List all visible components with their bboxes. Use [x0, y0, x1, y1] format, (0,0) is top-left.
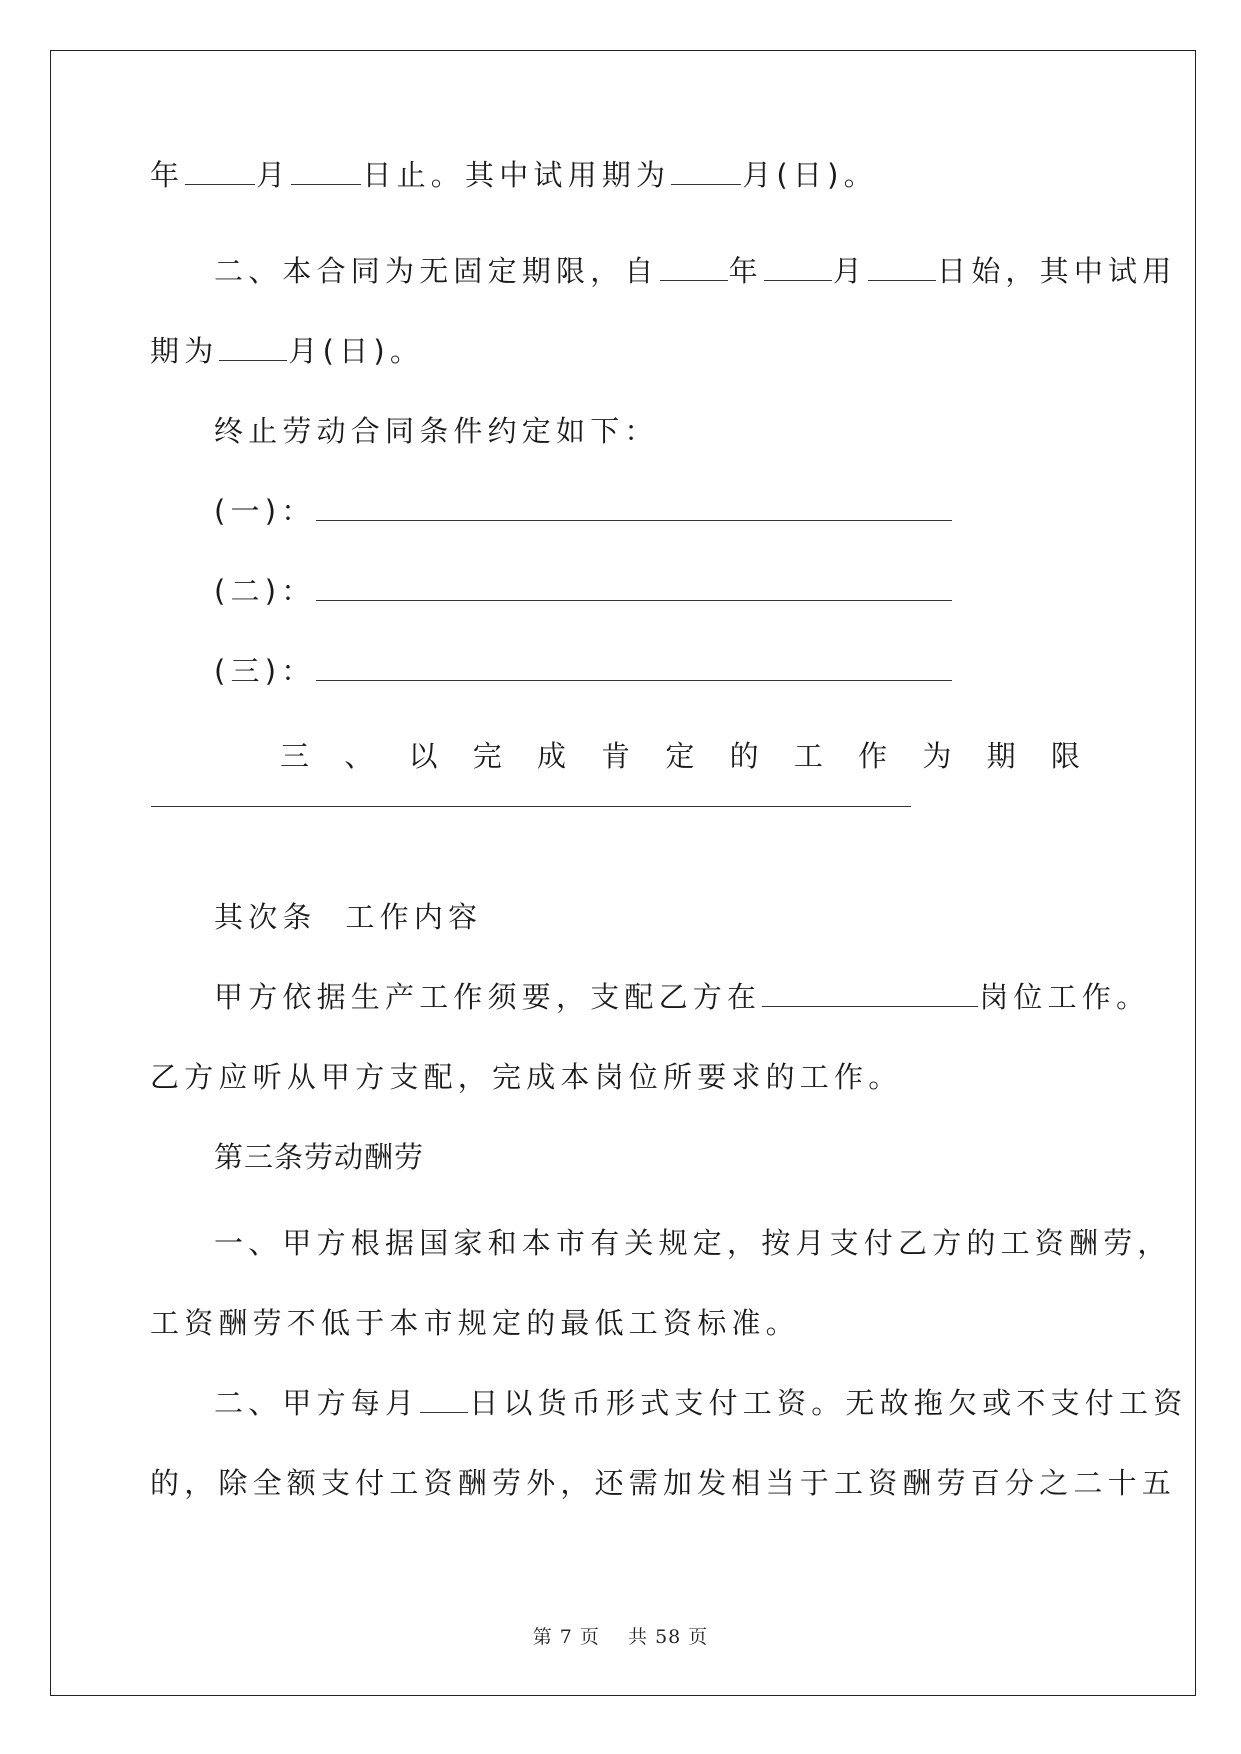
text-segment: 乙方应听从甲方支配，完成本岗位所要求的工作。: [150, 1060, 903, 1094]
text-char: 三: [280, 739, 310, 773]
condition-item-3: [214, 651, 953, 691]
text-char: 成: [536, 739, 566, 773]
blank-field-payday[interactable]: [420, 1388, 468, 1413]
section-heading: [214, 897, 482, 937]
text-segment: 岗位工作。: [979, 980, 1151, 1014]
text-char: 定: [665, 739, 695, 773]
text-segment: 月: [832, 254, 868, 288]
text-segment: 其次条 工作内容: [214, 900, 483, 934]
blank-field-position[interactable]: [762, 982, 978, 1007]
text-segment: 日始，其中试用: [937, 254, 1177, 288]
text-segment: 月: [256, 158, 291, 192]
blank-field-day[interactable]: [291, 160, 361, 185]
blank-field-condition[interactable]: [316, 576, 952, 601]
text-segment: 一、甲方根据国家和本市有关规定，按月支付乙方的工资酬劳，: [214, 1226, 1172, 1260]
text-line-13: [214, 1223, 1172, 1263]
text-segment: 工资酬劳不低于本市规定的最低工资标准。: [150, 1306, 800, 1340]
text-line-16: [150, 1463, 1176, 1503]
text-segment: 终止劳动合同条件约定如下：: [214, 414, 659, 448]
text-line-11: [150, 1057, 902, 1097]
text-char: 期: [986, 739, 1016, 773]
blank-field-probation[interactable]: [219, 336, 287, 361]
blank-field-condition[interactable]: [316, 656, 952, 681]
text-segment: 二、本合同为无固定期限，自: [214, 254, 659, 288]
text-line-8: [280, 736, 1080, 776]
condition-label: (一)：: [214, 494, 316, 528]
condition-item-2: [214, 571, 953, 611]
text-char: 限: [1050, 739, 1080, 773]
text-segment: 年: [728, 254, 763, 288]
section-heading: [214, 1137, 424, 1177]
text-line-15: [214, 1383, 1187, 1423]
text-char: 为: [922, 739, 952, 773]
blank-field-month[interactable]: [185, 160, 255, 185]
text-segment: 的，除全额支付工资酬劳外，还需加发相当于工资酬劳百分之二十五: [150, 1466, 1177, 1500]
text-char: 工: [793, 739, 823, 773]
text-char: 以: [408, 739, 438, 773]
blank-field-month[interactable]: [764, 256, 832, 281]
text-line-4: [214, 411, 659, 451]
text-segment: 甲方依据生产工作须要，支配乙方在: [214, 980, 762, 1014]
blank-field-work-term[interactable]: [151, 806, 911, 807]
text-char: 的: [729, 739, 759, 773]
text-char: 、: [344, 739, 374, 773]
text-line-3: [150, 331, 424, 371]
text-segment: 日以货币形式支付工资。无故拖欠或不支付工资: [469, 1386, 1188, 1420]
text-segment: 月(日)。: [288, 334, 425, 368]
page-border: [50, 50, 1196, 1696]
blank-field-condition[interactable]: [316, 496, 952, 521]
text-char: 完: [472, 739, 502, 773]
text-char: 作: [858, 739, 888, 773]
text-char: 肯: [601, 739, 631, 773]
text-segment: 年: [150, 158, 185, 192]
text-segment: 第三条劳动酬劳: [214, 1140, 425, 1174]
text-segment: 二、甲方每月: [214, 1386, 420, 1420]
text-segment: 期为: [150, 334, 219, 368]
text-line-10: [214, 977, 1150, 1017]
text-line-2: [214, 251, 1176, 291]
text-segment: 日止。其中试用期为: [362, 158, 671, 192]
blank-field-probation[interactable]: [671, 160, 741, 185]
condition-label: (二)：: [214, 574, 316, 608]
condition-item-1: [214, 491, 953, 531]
text-line-14: [150, 1303, 800, 1343]
text-line-1: [150, 155, 878, 195]
blank-field-day[interactable]: [868, 256, 936, 281]
text-segment: 月(日)。: [742, 158, 878, 192]
blank-field-year[interactable]: [660, 256, 728, 281]
page-number: 第 7 页 共 58 页: [532, 1626, 709, 1648]
condition-label: (三)：: [214, 654, 316, 688]
